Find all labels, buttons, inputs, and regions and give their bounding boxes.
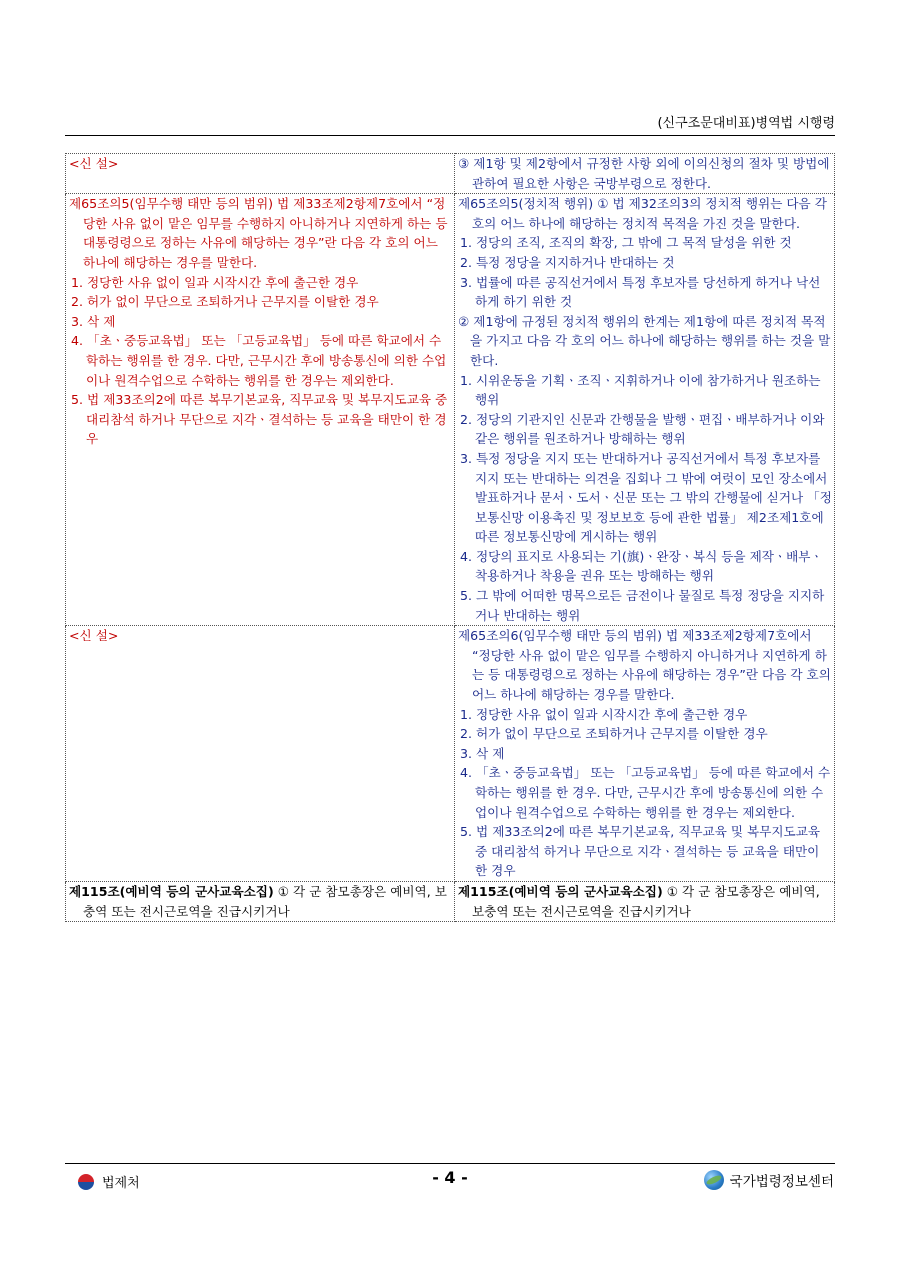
footer-center-label: 국가법령정보센터 [729,1174,834,1190]
footer-org-label: 법제처 [102,1176,140,1191]
list-item: 4. 「초ㆍ중등교육법」 또는 「고등교육법」 등에 따른 학교에서 수학하는 행위를 한 경우. 다만, 근무시간 후에 방송통신에 의한 수업이나 원격수업으로 수학하는 행위를 한 경우는 제외한다. [460,765,831,820]
list-item: 2. 허가 없이 무단으로 조퇴하거나 근무지를 이탈한 경우 [71,294,379,310]
new-provision-marker: <신 설> [69,156,119,171]
article-heading: 제115조(예비역 등의 군사교육소집) [69,883,274,899]
article-body: ① 각 군 참모총장은 예비역, 보충역 또는 전시근로역을 진급시키거나 [83,883,447,919]
paragraph: ③ 제1항 및 제2항에서 규정한 사항 외에 이의신청의 절차 및 방법에 관하여 필요한 사항은 국방부령으로 정한다. [458,156,830,191]
list-item: 2. 정당의 기관지인 신문과 간행물을 발행ㆍ편집ㆍ배부하거나 이와 같은 행위를 원조하거나 방해하는 행위 [460,411,825,447]
new-text-cell [455,881,835,921]
list-item: 3. 삭 제 [71,313,116,329]
list-item: 1. 정당한 사유 없이 일과 시작시간 후에 출근한 경우 [460,706,748,722]
old-text-cell [66,194,455,626]
old-text-cell [66,626,455,882]
list-item: 3. 삭 제 [460,745,505,761]
article-text [458,882,832,921]
old-text-cell [66,154,455,194]
list-item: 5. 법 제33조의2에 따른 복무기본교육, 직무교육 및 복무지도교육 중 대리참석 하거나 무단으로 지각ㆍ결석하는 등 교육을 태만이 한 경우 [71,392,448,447]
new-provision-marker: <신 설> [69,628,119,644]
article-intro: 제65조의6(임무수행 태만 등의 범위) 법 제33조제2항제7호에서 “정당한 사유 없이 맡은 임무를 수행하지 아니하거나 지연하게 하는 등 대통령령으로 정하는 사유에 해당하는 경우”란 다음 각 호의 어느 하나에 해당하는 경우를 말한다. [458,628,831,703]
item-list [458,233,832,311]
list-item: 5. 법 제33조의2에 따른 복무기본교육, 직무교육 및 복무지도교육 중 대리참석 하거나 무단으로 지각ㆍ결석하는 등 교육을 태만이 한 경우 [460,824,821,879]
list-item: 4. 정당의 표지로 사용되는 기(旗)ㆍ완장ㆍ복식 등을 제작ㆍ배부ㆍ착용하거나 착용을 권유 또는 방해하는 행위 [460,548,823,584]
list-item: 3. 법률에 따른 공직선거에서 특정 후보자를 당선하게 하거나 낙선하게 하기 위한 것 [460,274,821,310]
header-divider [65,135,835,136]
page-number: - 4 - [432,1168,468,1187]
item-list [458,371,832,626]
table-row [66,626,835,882]
list-item: 5. 그 밖에 어떠한 명목으로든 금전이나 물질로 특정 정당을 지지하거나 반대하는 행위 [460,588,825,623]
new-text-cell [455,626,835,882]
globe-logo-icon [704,1170,724,1190]
footer-divider [65,1163,835,1164]
article-intro: 제65조의5(임무수행 태만 등의 범위) 법 제33조제2항제7호에서 “정당한 사유 없이 맡은 임무를 수행하지 아니하거나 지연하게 하는 등 대통령령으로 정하는 사유에 해당하는 경우”란 다음 각 호의 어느 하나에 해당하는 경우를 말한다. [69,196,448,270]
list-item: 1. 정당의 조직, 조직의 확장, 그 밖에 그 목적 달성을 위한 것 [460,235,792,251]
old-text-cell [66,881,455,921]
new-text-cell [455,154,835,194]
article-intro: 제65조의5(정치적 행위) ① 법 제32조의3의 정치적 행위는 다음 각 호의 어느 하나에 해당하는 정치적 목적을 가진 것을 말한다. [458,196,827,231]
document-header-title: (신구조문대비표)병역법 시행령 [657,116,835,131]
article-heading: 제115조(예비역 등의 군사교육소집) [458,883,663,899]
list-item: 2. 허가 없이 무단으로 조퇴하거나 근무지를 이탈한 경우 [460,726,768,742]
list-item: 1. 시위운동을 기획ㆍ조직ㆍ지휘하거나 이에 참가하거나 원조하는 행위 [460,372,821,408]
comparison-table [65,153,835,922]
list-item: 2. 특정 정당을 지지하거나 반대하는 것 [460,254,675,270]
list-item: 4. 「초ㆍ중등교육법」 또는 「고등교육법」 등에 따른 학교에서 수학하는 행위를 한 경우. 다만, 근무시간 후에 방송통신에 의한 수업이나 원격수업으로 수학하는 행위를 한 경우는 제외한다. [71,333,447,388]
table-row [66,194,835,626]
table-row [66,154,835,194]
article-text [69,882,452,921]
footer-right [704,1170,834,1190]
article-body: ① 각 군 참모총장은 예비역, 보충역 또는 전시근로역을 진급시키거나 [472,883,820,919]
list-item: 3. 특정 정당을 지지 또는 반대하거나 공직선거에서 특정 후보자를 지지 또는 반대하는 의견을 집회나 그 밖에 여럿이 모인 장소에서 발표하거나 문서ㆍ도서ㆍ신문 또는 그 밖의 간행물에 싣거나 「정보통신망 이용촉진 및 정보보호 등에 관한 법률」 제2조제1호에 따른 정보통신망에 게시하는 행위 [460,450,832,545]
item-list [458,705,832,881]
item-list [69,273,452,449]
list-item: 1. 정당한 사유 없이 일과 시작시간 후에 출근한 경우 [71,274,359,290]
table-row [66,881,835,921]
paragraph: ② 제1항에 규정된 정치적 행위의 한계는 제1항에 따른 정치적 목적을 가지고 다음 각 호의 어느 하나에 해당하는 행위를 하는 것을 말한다. [458,313,831,368]
new-text-cell [455,194,835,626]
